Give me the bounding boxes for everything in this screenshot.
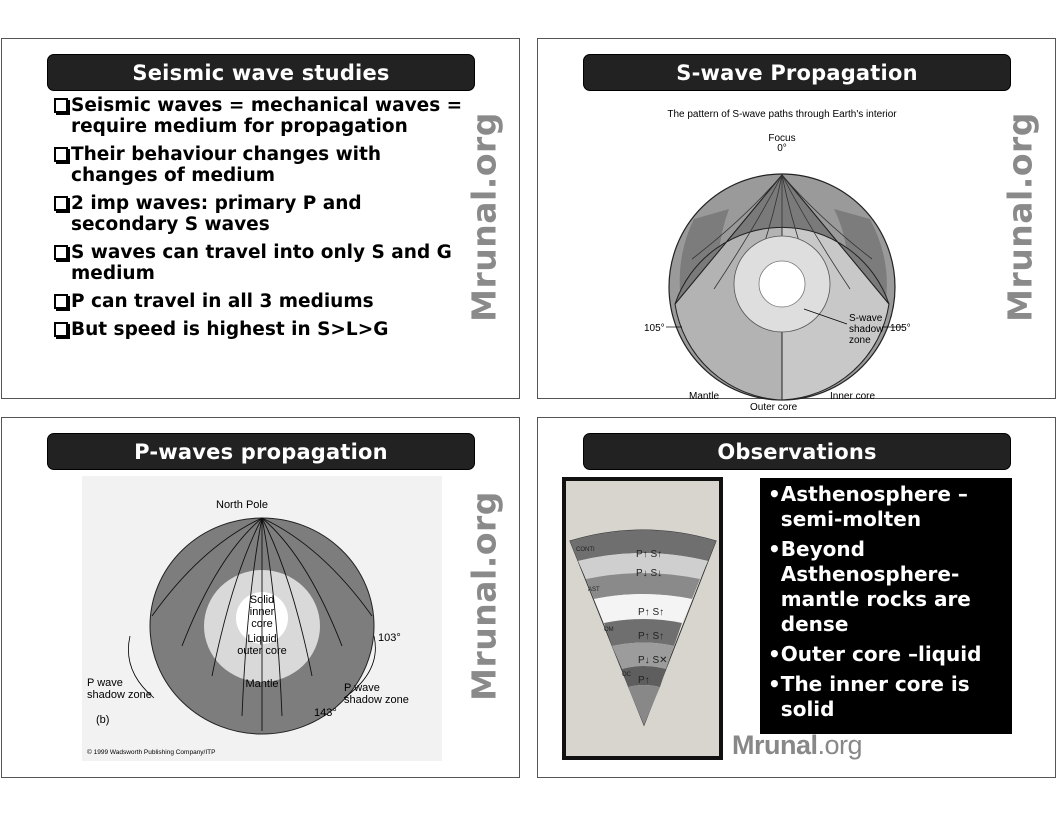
checkbox-bullet-icon bbox=[54, 196, 68, 211]
inner-core-label: Inner core bbox=[830, 391, 876, 402]
checkbox-bullet-icon bbox=[54, 322, 68, 337]
bullet-item: Their behaviour changes with changes of medium bbox=[54, 144, 474, 186]
angle-143: 143° bbox=[314, 707, 337, 719]
outer-core-label: Liquid bbox=[247, 633, 277, 645]
svg-text:inner: inner bbox=[249, 606, 275, 618]
bullet-item: • The inner core is solid bbox=[768, 672, 970, 721]
shadow-zone-left: P wave bbox=[87, 677, 123, 689]
slide-observations bbox=[537, 417, 1056, 778]
earth-layers-photo bbox=[562, 477, 723, 760]
svg-text:outer core: outer core bbox=[237, 645, 287, 657]
bullet-list bbox=[54, 95, 474, 347]
svg-text:shadow zone: shadow zone bbox=[87, 689, 152, 701]
checkbox-bullet-icon bbox=[54, 147, 68, 162]
svg-text:P↑ S↑: P↑ S↑ bbox=[638, 607, 665, 618]
svg-text:core: core bbox=[251, 618, 273, 630]
svg-text:shadow zone: shadow zone bbox=[344, 694, 409, 706]
watermark: Mrunal.org bbox=[464, 112, 504, 322]
watermark: Mrunal.org bbox=[1000, 112, 1040, 322]
slide-title: S-wave Propagation bbox=[583, 54, 1011, 91]
checkbox-bullet-icon bbox=[54, 98, 68, 113]
slide-title: P-waves propagation bbox=[47, 433, 475, 470]
bullet-item: • Asthenosphere – semi-molten bbox=[768, 482, 968, 531]
slide-title: Observations bbox=[583, 433, 1011, 470]
figure-caption: The pattern of S-wave paths through Earth's interior bbox=[667, 109, 897, 120]
svg-text:P↑ S↑: P↑ S↑ bbox=[636, 549, 663, 560]
bullet-item: Seismic waves = mechanical waves = require medium for propagation bbox=[54, 95, 474, 137]
svg-text:OM: OM bbox=[604, 627, 614, 633]
slide-s-wave-propagation bbox=[537, 38, 1056, 413]
panel-label: (b) bbox=[96, 714, 110, 726]
inner-core-label: Solid bbox=[249, 594, 275, 606]
checkbox-bullet-icon bbox=[54, 245, 68, 260]
svg-text:P↓ S↓: P↓ S↓ bbox=[636, 568, 663, 579]
brand-logo: Mrunal.org bbox=[732, 730, 863, 760]
left-angle: 105° bbox=[644, 323, 665, 334]
angle-103: 103° bbox=[378, 632, 401, 644]
svg-text:P↑: P↑ bbox=[638, 675, 650, 686]
north-pole-label: North Pole bbox=[216, 499, 268, 511]
bullet-item: • Beyond Asthenosphere- mantle rocks are dense bbox=[768, 537, 971, 636]
svg-text:OC: OC bbox=[622, 672, 631, 678]
svg-text:P↑ S↑: P↑ S↑ bbox=[638, 631, 665, 642]
slide-seismic-wave-studies bbox=[1, 38, 520, 399]
slide-title: Seismic wave studies bbox=[47, 54, 475, 91]
bullet-item: P can travel in all 3 mediums bbox=[54, 291, 474, 312]
copyright: © 1999 Wadsworth Publishing Company/ITP bbox=[87, 749, 216, 756]
mantle-label: Mantle bbox=[689, 391, 720, 402]
shadow-zone-right: P wave bbox=[344, 682, 380, 694]
right-angle: 105° bbox=[890, 323, 911, 334]
focus-angle: 0° bbox=[777, 143, 787, 154]
svg-text:AST: AST bbox=[588, 587, 600, 593]
svg-text:P↓ S✕: P↓ S✕ bbox=[638, 655, 668, 666]
svg-text:shadow: shadow bbox=[849, 324, 884, 335]
slide-p-waves-propagation bbox=[1, 417, 520, 778]
watermark: Mrunal.org bbox=[464, 491, 504, 701]
bullet-item: • Outer core –liquid bbox=[768, 642, 982, 666]
checkbox-bullet-icon bbox=[54, 294, 68, 309]
svg-text:CONTI: CONTI bbox=[576, 547, 595, 553]
mantle-label: Mantle bbox=[245, 678, 279, 690]
bullet-item: But speed is highest in S>L>G bbox=[54, 319, 474, 340]
observations-box bbox=[760, 478, 1012, 734]
focus-label: Focus bbox=[768, 133, 796, 144]
bullet-item: S waves can travel into only S and G medium bbox=[54, 242, 474, 284]
svg-text:zone: zone bbox=[849, 335, 871, 346]
shadow-zone-label: S-wave bbox=[849, 313, 883, 324]
p-wave-diagram bbox=[82, 476, 442, 761]
s-wave-diagram bbox=[634, 99, 934, 413]
outer-core-label: Outer core bbox=[750, 402, 798, 413]
bullet-item: 2 imp waves: primary P and secondary S waves bbox=[54, 193, 474, 235]
